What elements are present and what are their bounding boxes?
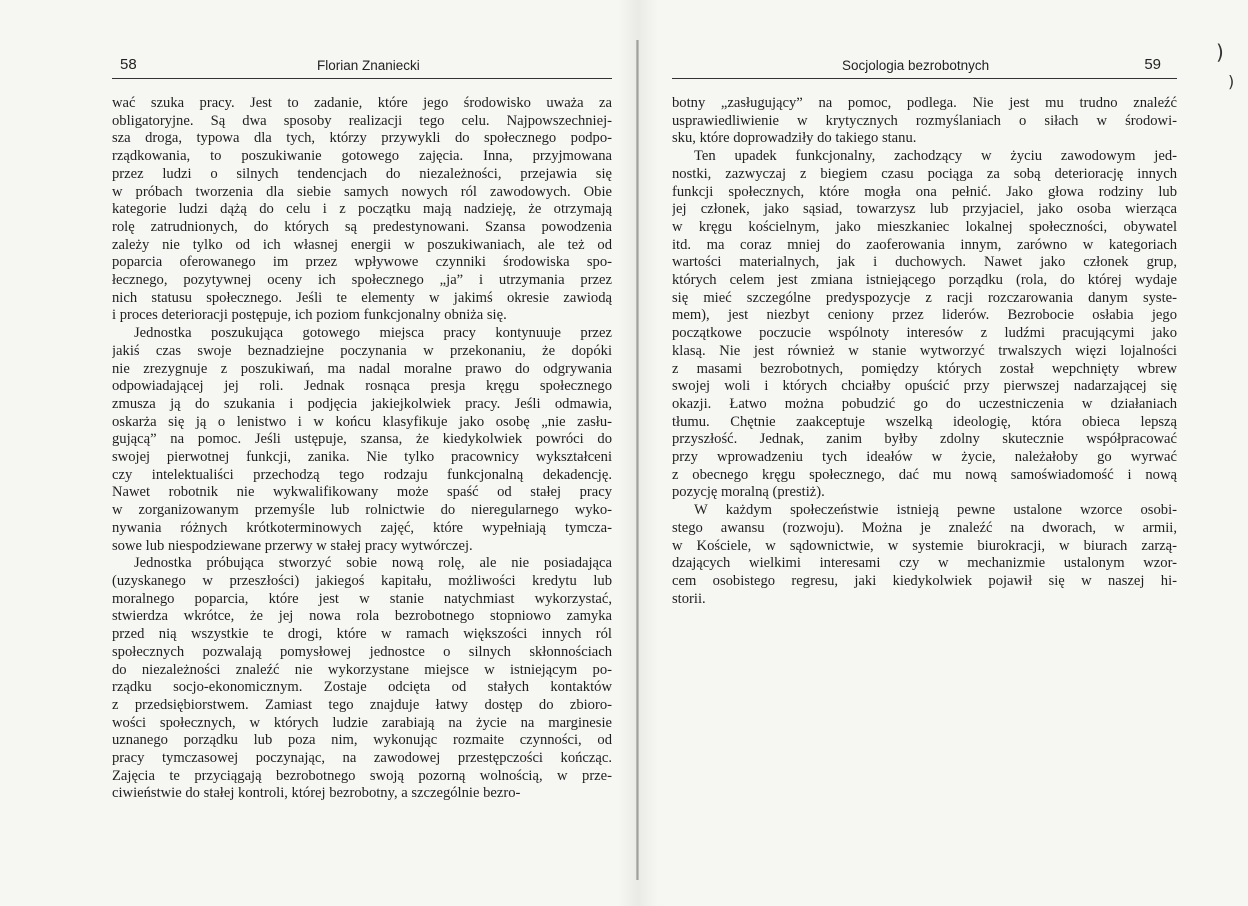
text-line: dzających wielkimi interesami czy w mechanizmie ustalonym wzor-: [672, 555, 1177, 572]
text-line: nywania różnych krótkoterminowych zajęć, które wypełniają tymcza-: [112, 519, 612, 536]
text-line: łecznego, pozytywnej oceny ich społecznego „ja” i utrzymania przez: [112, 272, 612, 289]
text-line: rządkowania, to poszukiwanie gotowego zajęcia. Inna, przyjmowana: [112, 148, 612, 165]
text-line: obligatoryjne. Są dwa sposoby realizacji tego celu. Najpowszechniej-: [112, 112, 612, 129]
book-gutter: [636, 40, 639, 880]
margin-mark: ): [1228, 72, 1235, 91]
right-page-text: [672, 95, 1177, 608]
right-page: [672, 52, 1177, 882]
text-line: zależy nie tylko od ich własnej energii w poszukiwaniach, ale też od: [112, 236, 612, 253]
right-page-header: [672, 52, 1177, 79]
text-line: kategorie ludzi dążą do celu i z początku mają nadzieję, że otrzymają: [112, 201, 612, 218]
text-line: sku, które doprowadziły do takiego stanu.: [672, 130, 917, 147]
text-line: Nawet robotnik nie wykwalifikowany może spaść od stałej pracy: [112, 484, 612, 501]
text-line: storii.: [672, 590, 706, 607]
left-page-text: [112, 95, 612, 803]
text-line: zmusza ją do szukania i podjęcia jakiejkolwiek pracy. Jeśli odmawia,: [112, 395, 612, 412]
text-line: sowe lub niespodziewane przerwy w stałej pracy wytwórczej.: [112, 537, 473, 554]
text-line: gującą” na pomoc. Jeśli ustępuje, szansa, że kiedykolwiek powróci do: [112, 431, 612, 448]
text-line: nich statusu społecznego. Jeśli te elementy w jakimś okresie zawiodą: [112, 289, 612, 306]
text-line: uznanego porządku lub poza nim, wykonując rozmaite czynności, od: [112, 732, 612, 749]
text-line: pracy tymczasowej poczynając, na zawodowej przestępczości kończąc.: [112, 750, 612, 767]
text-line: Jednostka poszukująca gotowego miejsca pracy kontynuuje przez: [134, 325, 612, 342]
text-line: stwierdza wkrótce, że jej nowa rola bezrobotnego stopniowo zamyka: [112, 608, 612, 625]
text-line: W każdym społeczeństwie istnieją pewne ustalone wzorce osobi-: [694, 502, 1177, 519]
text-line: klasą. Nie jest również w stanie wytworzyć trwalszych więzi lojalności: [672, 342, 1177, 359]
text-line: nostki, zazwyczaj z biegiem czasu pociąga za sobą deteriorację innych: [672, 165, 1177, 182]
text-line: się mieć szczególne predyspozycje z racji rozczarowania danym syste-: [672, 289, 1177, 306]
text-line: itd. ma coraz mniej do zaoferowania innym, zarówno w kategoriach: [672, 236, 1177, 253]
text-line: czy intelektualiści przechodzą tego rodzaju funkcjonalną dekadencję.: [112, 466, 612, 483]
text-line: oskarża się ją o lenistwo i w końcu klasyfikuje jako osobę „nie zasłu-: [112, 413, 612, 430]
text-line: ciwieństwie do stałej kontroli, której bezrobotny, a szczególnie bezro-: [112, 785, 521, 802]
text-line: rządku socjo-ekonomicznym. Zostaje odcięta od stałych kontaktów: [112, 679, 612, 696]
text-line: w kręgu kościelnym, jako mieszkaniec lokalnej społeczności, obywatel: [672, 218, 1177, 235]
text-line: (uzyskanego w przeszłości) jakiegoś kapitału, możliwości kredytu lub: [112, 572, 612, 589]
text-line: moralnego poparcia, które jest w stanie natychmiast wykorzystać,: [112, 590, 612, 607]
text-line: rolę zatrudnionych, do których są predestynowani. Szansa powodzenia: [112, 218, 612, 235]
text-line: wać szuka pracy. Jest to zadanie, które jego środowisko uważa za: [112, 95, 612, 111]
text-line: z obecnego kręgu społecznego, dać mu nową samoświadomość i nową: [672, 466, 1177, 483]
text-line: odpowiadającej jej roli. Jednak rosnąca presja kręgu społecznego: [112, 378, 612, 395]
text-line: funkcji społecznych, które mogła ona pełnić. Jako głowa rodziny lub: [672, 183, 1177, 200]
text-line: botny „zasługujący” na pomoc, podlega. Nie jest mu trudno znaleźć: [672, 95, 1177, 111]
text-line: mem), jest niezbyt ceniony przez liderów. Bezrobocie osłabia jego: [672, 307, 1177, 324]
text-line: przed nią wszystkie te drogi, które w ramach większości innych ról: [112, 626, 612, 643]
running-head: Florian Znaniecki: [317, 58, 420, 73]
text-line: jakiś czas swoje beznadziejne poczynania w przekonaniu, że dopóki: [112, 342, 612, 359]
text-line: w próbach tworzenia dla siebie samych nowych ról zawodowych. Obie: [112, 183, 612, 200]
text-line: społecznych pozwalają pomysłowej jednostce o silnych skłonnościach: [112, 643, 612, 660]
text-line: pozycję moralną (prestiż).: [672, 484, 825, 501]
text-line: przez ludzi o silnych tendencjach do niezależności, przejawia się: [112, 165, 612, 182]
text-line: usprawiedliwienie w krytycznych rozmyślaniach o siłach w środowi-: [672, 112, 1177, 129]
text-line: jej członek, jako sąsiad, towarzysz lub przyjaciel, jako osoba wierząca: [672, 201, 1177, 218]
page-number: 58: [120, 56, 137, 73]
text-line: sza droga, typowa dla tych, którzy przywykli do społecznego podpo-: [112, 130, 612, 147]
text-line: początkowe poczucie wspólnoty interesów z ludźmi pracującymi jako: [672, 325, 1177, 342]
text-line: tłumu. Chętnie zaakceptuje wszelką ideologię, która obieca lepszą: [672, 413, 1177, 430]
text-line: cem osobistego regresu, jaki kiedykolwiek pojawił się w naszej hi-: [672, 572, 1177, 589]
text-line: w Kościele, w sądownictwie, w systemie biurokracji, w biurach zarzą-: [672, 537, 1177, 554]
text-line: przy wprowadzeniu tych ideałów w życie, należałoby go wyrwać: [672, 449, 1177, 466]
text-line: Jednostka próbująca stworzyć sobie nową rolę, ale nie posiadająca: [134, 555, 612, 572]
text-line: przyszłość. Jednak, zanim byłby zdolny skutecznie współpracować: [672, 431, 1177, 448]
text-line: których celem jest zmiana istniejącego porządku (rola, do której wydaje: [672, 272, 1177, 289]
running-head: Socjologia bezrobotnych: [842, 58, 990, 73]
margin-mark: ): [1216, 40, 1224, 64]
page-number: 59: [1144, 56, 1161, 73]
text-line: z masami bezrobotnych, pomiędzy których został wepchnięty wbrew: [672, 360, 1177, 377]
left-page-header: [112, 52, 612, 79]
text-line: Ten upadek funkcjonalny, zachodzący w życiu zawodowym jed-: [694, 148, 1177, 165]
text-line: wartości materialnych, jak i duchowych. Nawet jako członek grup,: [672, 254, 1177, 271]
text-line: do niezależności znaleźć nie wykorzystane miejsce w istniejącym po-: [112, 661, 612, 678]
left-page: [112, 52, 612, 882]
text-line: w zorganizowanym przemyśle lub rolnictwie do nieregularnego wyko-: [112, 502, 612, 519]
text-line: swojej pierwotnej funkcji, zanika. Nie tylko pracownicy wykształceni: [112, 449, 612, 466]
text-line: i proces deterioracji postępuje, ich poziom funkcjonalny obniża się.: [112, 307, 507, 324]
text-line: swojej woli i których chciałby opuścić przy pierwszej nadarzającej się: [672, 378, 1177, 395]
text-line: wości społecznych, w których ludzie zarabiają na życie na marginesie: [112, 714, 612, 731]
text-line: poparcia oferowanego im przez wpływowe czynniki środowiska spo-: [112, 254, 612, 271]
text-line: okazji. Łatwo można pobudzić go do uczestniczenia w działaniach: [672, 395, 1177, 412]
text-line: stego awansu (rozwoju). Można je znaleźć na dworach, w armii,: [672, 519, 1177, 536]
text-line: nie zrezygnuje z poszukiwań, ma nadal moralne prawo do odgrywania: [112, 360, 612, 377]
text-line: Zajęcia te przyciągają bezrobotnego swoją pozorną wolnością, w prze-: [112, 767, 612, 784]
text-line: z przedsiębiorstwem. Zamiast tego znajduje łatwy dostęp do zbioro-: [112, 696, 612, 713]
